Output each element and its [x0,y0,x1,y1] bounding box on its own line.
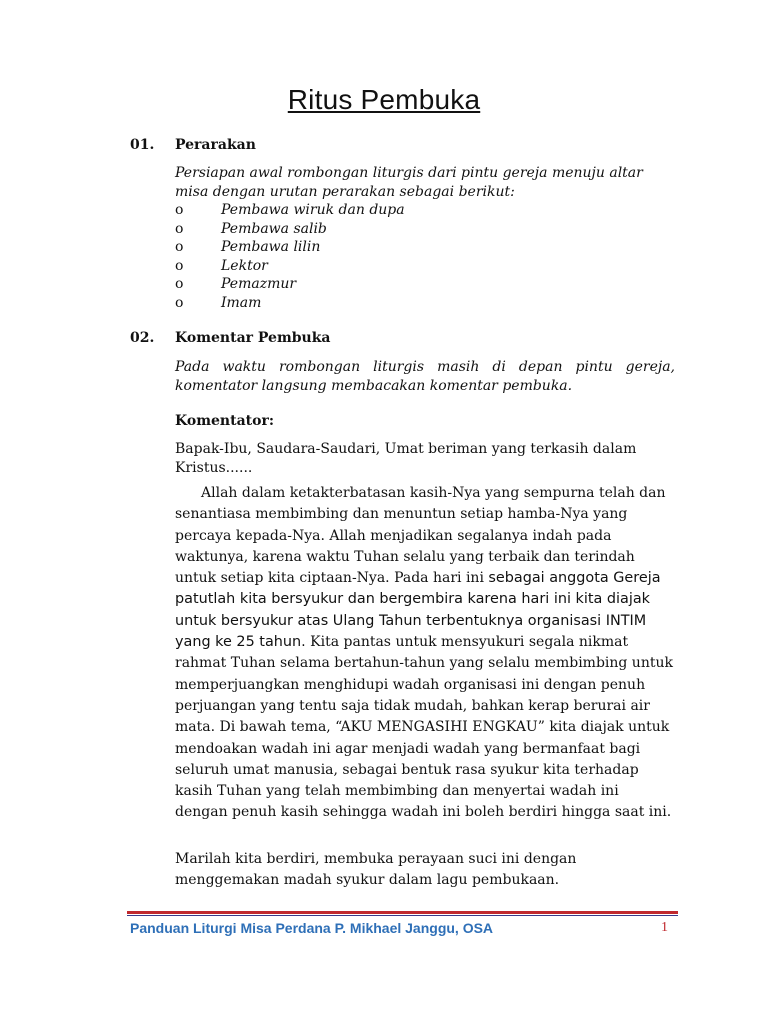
footer-text: Panduan Liturgi Misa Perdana P. Mikhael Janggu, OSA [130,920,494,936]
list-item-label: Pembawa salib [221,220,327,237]
footer-rule-blue [127,915,678,916]
bullet-icon: o [175,220,184,237]
section-number-2: 02. [130,330,155,346]
page-number: 1 [661,920,668,935]
list-item [175,275,675,294]
greeting-paragraph: Bapak-Ibu, Saudara-Saudari, Umat beriman yang terkasih dalam Kristus...... [175,441,637,476]
section-number-1: 01. [130,137,155,153]
list-item-label: Pembawa wiruk dan dupa [221,202,405,218]
list-item-label: Lektor [221,257,268,274]
list-item [175,201,675,220]
closing-paragraph: Marilah kita berdiri, membuka perayaan suci ini dengan menggemakan madah syukur dalam lagu pembukaan. [175,851,577,889]
bullet-icon: o [175,202,184,218]
list-item [175,220,675,239]
list-item [175,238,675,257]
footer-rule-red [127,911,678,914]
section-heading-komentar-pembuka: Komentar Pembuka [175,330,331,346]
list-item [175,294,675,313]
main-paragraph-part-1: Allah dalam ketakterbatasan kasih-Nya yang sempurna telah dan senantiasa membimbing dan menuntun setiap hamba-Nya yang percaya kepada-Nya. Allah menjadikan segalanya indah pada waktunya, karena waktu Tuhan selalu yang terbaik dan terindah untuk setiap kita ciptaan-Nya. Pada hari ini [175,485,666,587]
bullet-icon: o [175,239,184,256]
section-intro-komentar: Pada waktu rombongan liturgis masih di depan pintu gereja, komentator langsung membacakan komentar pembuka. [175,359,675,394]
page-title: Ritus Pembuka [287,84,481,115]
list-item-label: Pembawa lilin [221,239,321,256]
section-heading-perarakan: Perarakan [175,137,256,153]
bullet-icon: o [175,294,184,311]
list-item-label: Pemazmur [221,276,297,293]
list-item [175,257,675,276]
main-paragraph-part-2: Kita pantas untuk mensyukuri segala nikmat rahmat Tuhan selama bertahun-tahun yang selalu membimbing untuk memperjuangkan menghidupi wadah organisasi ini dengan penuh perjuangan yang tentu saja tidak mudah, bahkan kerap berurai air mata. Di bawah tema, “AKU MENGASIHI ENGKAU” kita diajak untuk mendoakan wadah ini agar menjadi wadah yang bermanfaat bagi seluruh umat manusia, sebagai bentuk rasa syukur kita terhadap kasih Tuhan yang telah membimbing dan menyertai wadah ini dengan penuh kasih sehingga wadah ini boleh berdiri hingga saat ini. [175,634,673,821]
footer [130,920,668,936]
list-item-label: Imam [221,294,262,311]
main-paragraph-highlight: sebagai anggota Gereja patutlah kita bersyukur dan bergembira karena hari ini kita diajak untuk bersyukur atas Ulang Tahun terbentuknya organisasi INTIM yang ke 25 tahun. [175,570,661,651]
bullet-icon: o [175,257,184,274]
main-paragraph [175,483,673,824]
procession-list [175,201,675,313]
speaker-label: Komentator: [175,413,274,429]
bullet-icon: o [175,276,184,293]
section-intro-perarakan: Persiapan awal rombongan liturgis dari pintu gereja menuju altar misa dengan urutan perarakan sebagai berikut: [175,165,643,200]
